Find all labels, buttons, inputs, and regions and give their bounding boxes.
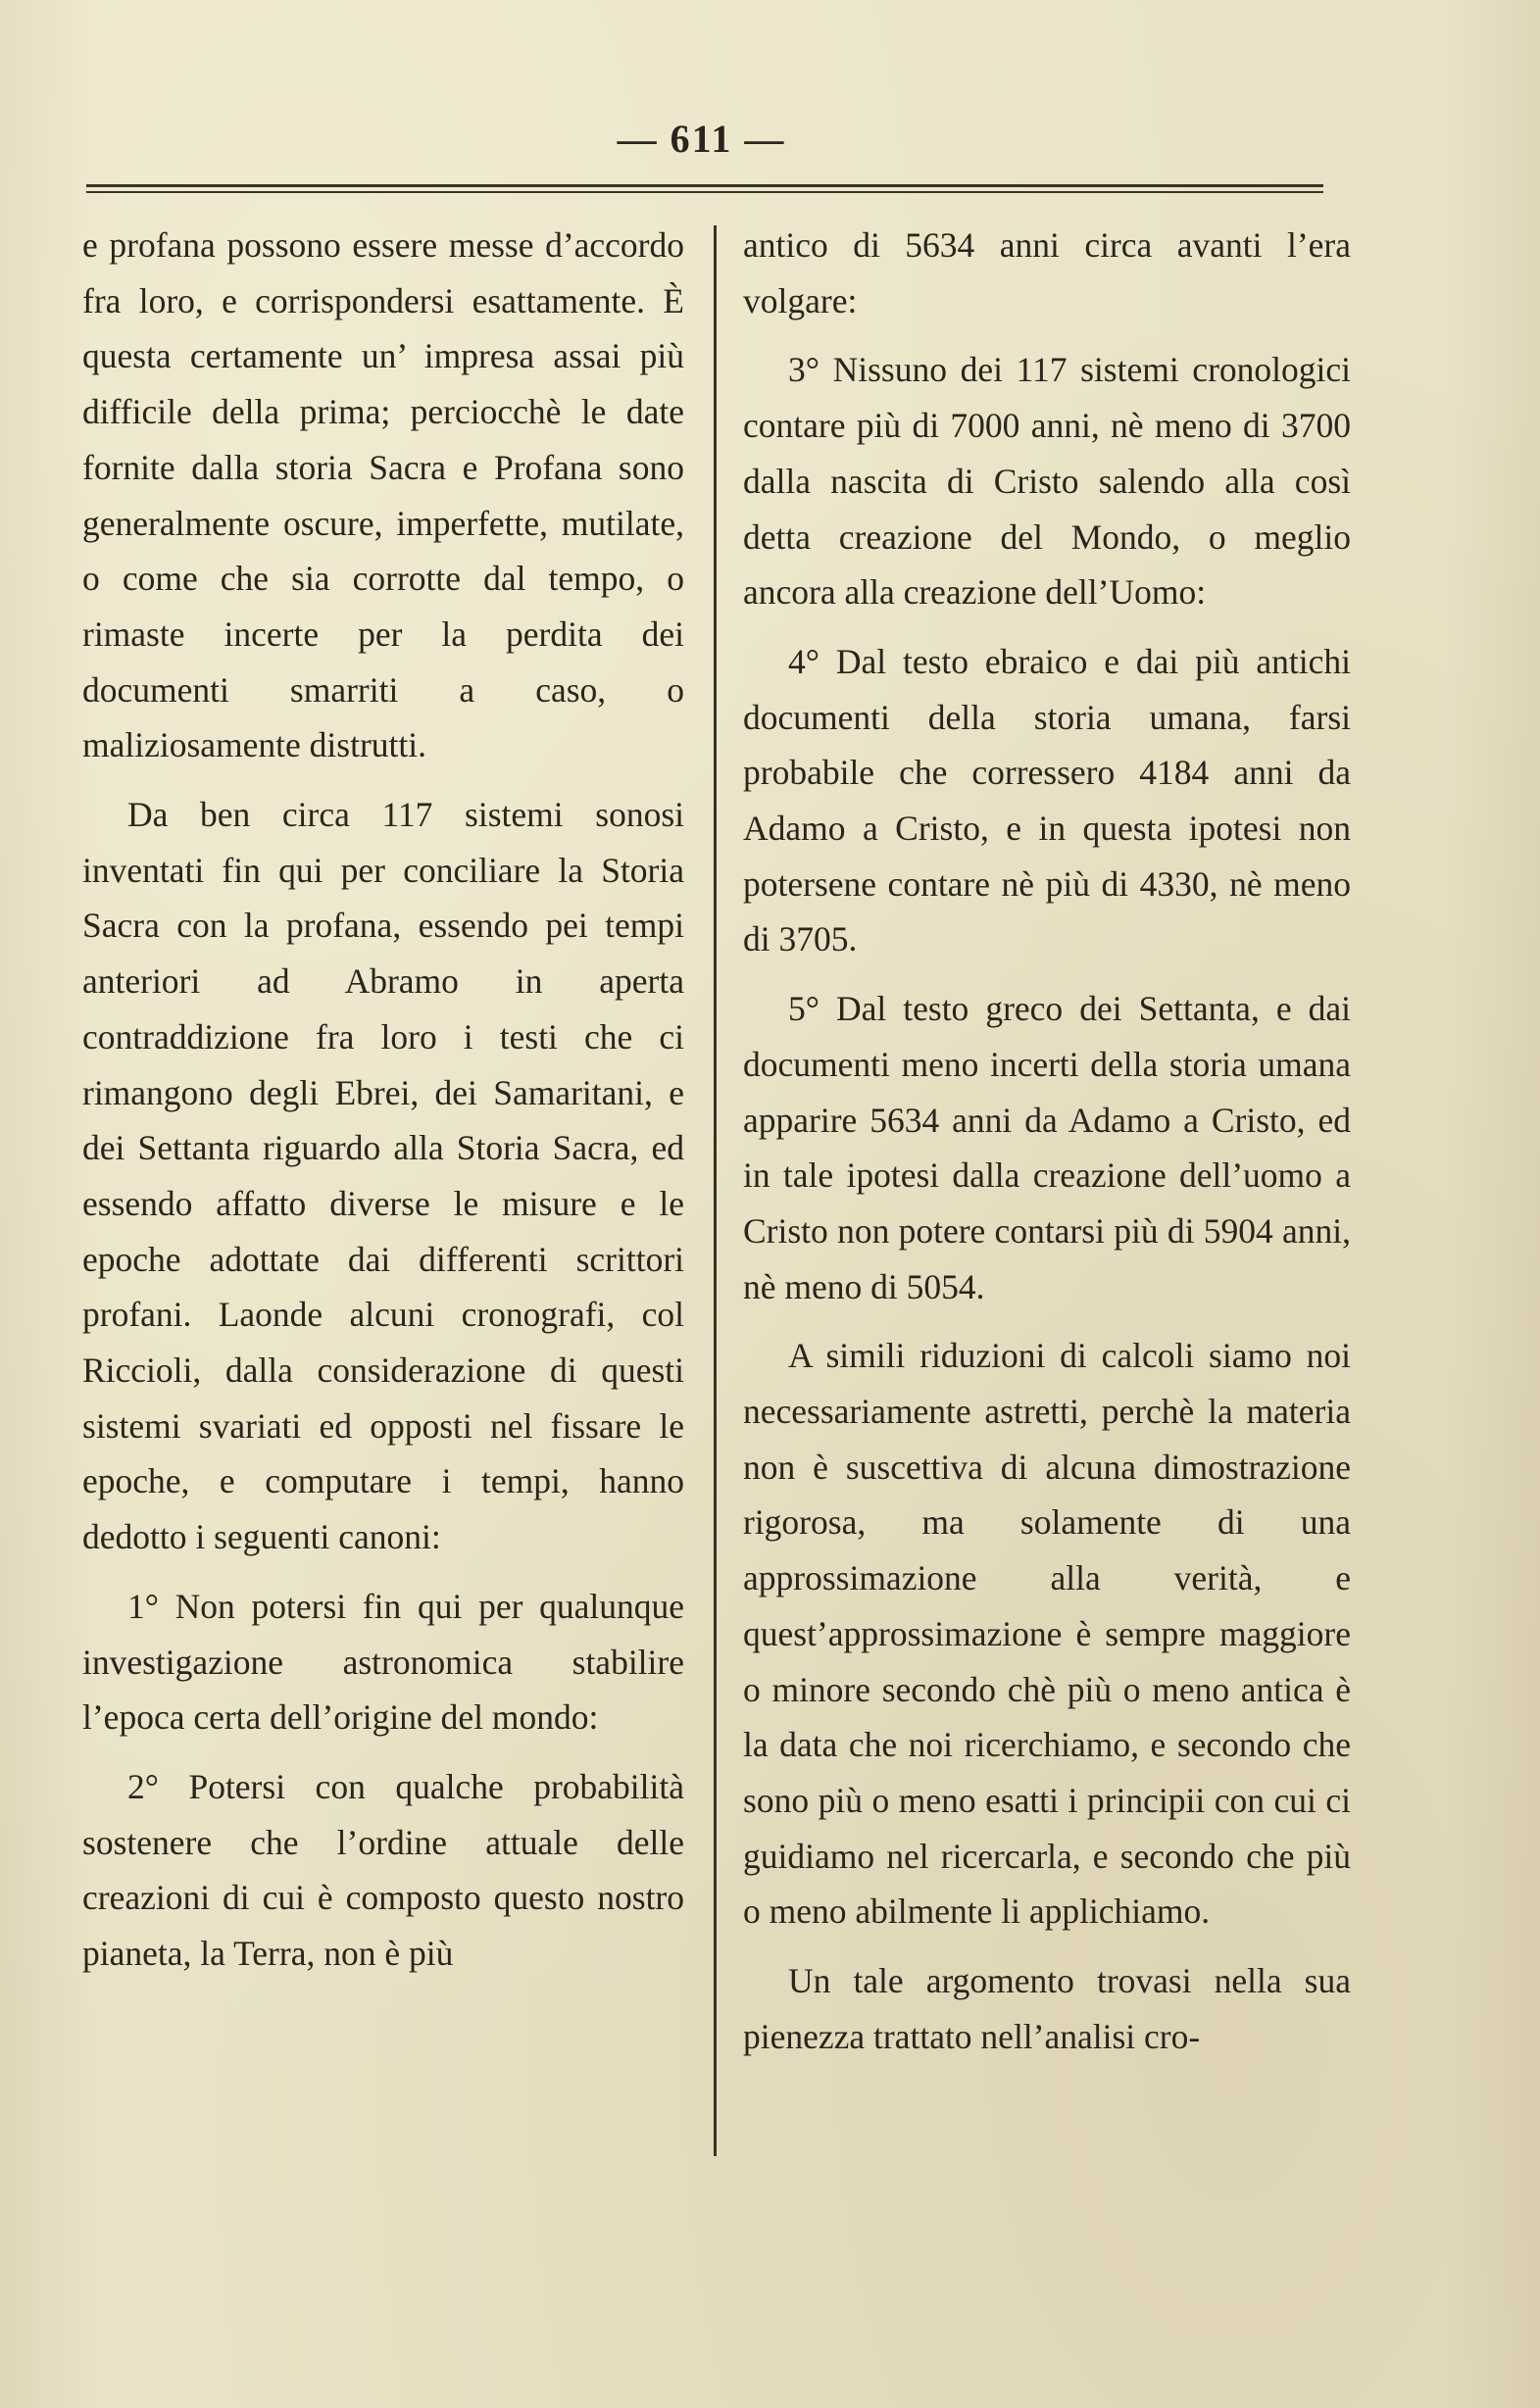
paragraph: 3° Nissuno dei 117 sistemi cronologici contare più di 7000 anni, nè meno di 3700 dalla nascita di Cristo salendo alla così detta creazione del Mondo, o meglio ancora alla creazione dell’Uomo: [743, 350, 1351, 613]
paragraph: 5° Dal testo greco dei Settanta, e dai documenti meno incerti della storia umana apparire 5634 anni da Adamo a Cristo, ed in tale ipotesi dalla creazione dell’uomo a Cristo non potere contarsi più di 5904 anni, nè meno di 5054. [743, 989, 1351, 1306]
page-number: — 611 — [617, 117, 786, 161]
left-column [82, 218, 684, 1995]
paragraph: A simili riduzioni di calcoli siamo noi necessariamente astretti, perchè la materia non è suscettiva di alcuna dimostrazione rigorosa, ma solamente di una approssimazione alla verità, e quest’approssimazione è sempre maggiore o minore secondo chè più o meno antica è la data che noi ricerchiamo, e secondo che sono più o meno esatti i principii con cui ci guidiamo nel ricercarla, e secondo che più o meno abilmente li applichiamo. [743, 1336, 1351, 1932]
paragraph: Un tale argomento trovasi nella sua pienezza trattato nell’analisi cro- [743, 1961, 1351, 2056]
header-rule [86, 184, 1323, 193]
column-divider [714, 225, 717, 2156]
paragraph: Da ben circa 117 sistemi sonosi inventati fin qui per conciliare la Storia Sacra con la profana, essendo pei tempi anteriori ad Abramo in aperta contraddizione fra loro i testi che ci rimangono degli Ebrei, dei Samaritani, e dei Settanta riguardo alla Storia Sacra, ed essendo affatto diverse le misure e le epoche adottate dai differenti scrittori profani. Laonde alcuni cronografi, col Riccioli, dalla considerazione di questi sistemi svariati ed opposti nel fissare le epoche, e computare i tempi, hanno dedotto i seguenti canoni: [82, 795, 684, 1557]
paragraph: 4° Dal testo ebraico e dai più antichi documenti della storia umana, farsi probabile che corressero 4184 anni da Adamo a Cristo, e in questa ipotesi non potersene contare nè più di 4330, nè meno di 3705. [743, 641, 1351, 959]
paragraph: e profana possono essere messe d’accordo fra loro, e corrispondersi esattamente. È questa certamente un’ impresa assai più difficile della prima; perciocchè le date fornite dalla storia Sacra e Profana sono generalmente oscure, imperfette, mutilate, o come che sia corrotte dal tempo, o rimaste incerte per la perdita dei documenti smarriti a caso, o maliziosamente distrutti. [82, 225, 684, 765]
paragraph: 2° Potersi con qualche probabilità sostenere che l’ordine attuale delle creazioni di cui è composto questo nostro pianeta, la Terra, non è più [82, 1766, 684, 1974]
paragraph: antico di 5634 anni circa avanti l’era volgare: [743, 225, 1351, 320]
right-column [743, 218, 1351, 2079]
paragraph: 1° Non potersi fin qui per qualunque investigazione astronomica stabilire l’epoca certa dell’origine del mondo: [82, 1586, 684, 1738]
